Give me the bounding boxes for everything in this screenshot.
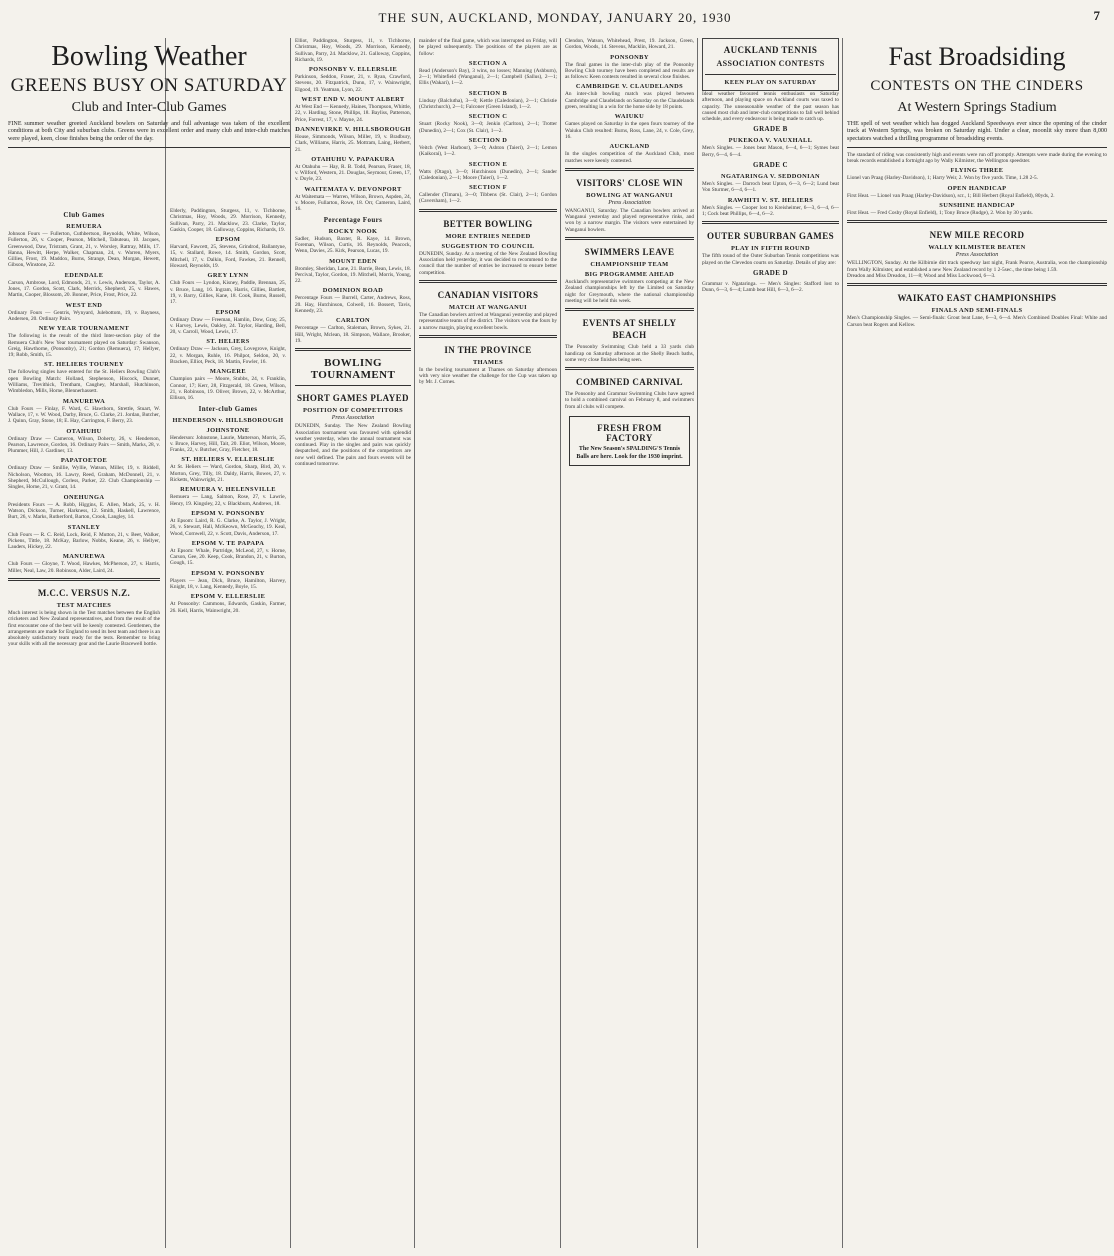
results-text: Read (Anderson's Bay), 3 wins, no losses; Manning (Ashburn), 2—1; Whitefield (Wanganui), 2—1; Campbell (Sallus), 2—1; Ellis (Wakari), 1—2. — [419, 67, 557, 87]
results-text: Presidents Fours — A. Robb, Higgins, E. Allen, Mack, 25, v. H. Watson, Dickson, Turner, Harkness, 12. Smith, Haskell, Lawrence, Burt, 26, v. Marks, Rutherford, Barton, Crook, Langley, 14. — [8, 501, 160, 521]
results-text: Games played on Saturday in the open fours tourney of the Waiuku Club resulted: Burns, Ross, Lane, 24, v. Cole, Grey, 16. — [565, 121, 694, 140]
grade-heading: GRADE B — [753, 125, 788, 134]
results-text: Lindsay (Balclutha), 3—0; Kettle (Caledonian), 2—1; Christie (Christchurch), 2—1; Falconer (Green Island), 1—2. — [419, 97, 557, 111]
results-text: The Canadian bowlers arrived at Wanganui yesterday and played representative teams of the district. The visitors won the fours by a narrow margin, playing excellent bowls. — [419, 311, 557, 331]
club-heading: ST. HELIERS TOURNEY — [44, 361, 124, 369]
section-heading: SECTION A — [468, 59, 508, 67]
club-heading: WEST END — [65, 301, 103, 309]
visitors-deck: BOWLING AT WANGANUI — [586, 191, 673, 199]
results-text: At Waitemata — Warren, Wilson, Brown, Aspden, 24, v. Moore, Fullarton, Rowe, 18. Orr, Cameron, Laird, 16. — [295, 193, 411, 213]
club-heading: EPSOM V. PONSONBY — [191, 569, 265, 577]
results-text: At West End — Kennedy, Haines, Thompson, Whittle, 22, v. Harding, Stone, Phillips, 18. Bayliss, Patterson, Price, Forrest, 17, v. Mayne, 24. — [295, 104, 411, 123]
article-intro: THE spell of wet weather which has dogged Auckland Speedways ever since the opening of the cinder track at Western Springs, was broken on Saturday night. Under a clear, moonlit sky more than 8,000 spectators watched a thrilling programme of broadsiding events. — [847, 121, 1107, 142]
club-heading: EPSOM — [215, 236, 241, 244]
column-6-body — [702, 38, 839, 1250]
club-heading: CARLTON — [335, 317, 371, 325]
event-heading: FLYING THREE — [950, 167, 1004, 175]
match-heading: PUKEKOA V. VAUXHALL — [728, 137, 813, 145]
results-text: Clendon, Watson, Whitehead, Prest, 19. Jackson, Green, Gordon, Woods, 14. Stevens, Macklin, Howard, 21. — [565, 38, 694, 51]
results-text: Ordinary Draw — Jackson, Grey, Lovegrove, Knight, 22, v. Morgan, Ruhle, 16. Philpot, Seldon, 20, v. Bracken, Elliot, Peck, 18. Martin, Fowler, 16. — [170, 346, 286, 366]
club-heading: ONEHUNGA — [63, 493, 105, 501]
newspaper-dateline: THE SUN, AUCKLAND, MONDAY, JANUARY 20, 1930 — [378, 10, 732, 25]
results-text: Club Fours — Gloyne, T. Wood, Hawkes, McPherson, 27, v. Harris, Miller, Neal, Law, 20. Robinson, Alder, Laird, 24. — [8, 561, 160, 574]
results-text: Johnson Fours — Fullerton, Cuthbertson, Reynolds, White, Wilson, Fullerton, 26, v. Cooper, Pearson, Mitchell, Tabuteau, 10. Jacques, Greenwood, Daw, Tristram, Grant, 21, v. Worsley, Rattray, Mills, 17. Hanna, Hewitt, Herpe, Walker, Chapman, 24, v. Warren, Myers, Gillies, Frost, 19. Maddox, Burns, Strange, Dean, Morgan, Hewett, Gibson, Winstone, 22. — [8, 231, 160, 269]
column-4-body — [419, 38, 557, 1250]
cricket-subhead: TEST MATCHES — [56, 601, 112, 609]
section-heading: AUCKLAND — [609, 143, 650, 151]
tournament-deck: SHORT GAMES PLAYED — [297, 393, 409, 404]
results-text: Auckland's representative swimmers competing at the New Zealand championships left by the Limited on Saturday night for Greymouth, where the national championship meeting will be held this week. — [565, 279, 694, 304]
tennis-deck: ASSOCIATION CONTESTS — [716, 59, 825, 68]
results-text: Ordinary Draw — Cameron, Wilson, Doherty, 26, v. Henderson, Pearson, Lawrence, Gordon, 16. Ordinary Pairs — Smith, Marks, 28, v. Plummer, Hill, J. Gardiner, 13. — [8, 435, 160, 455]
better-bowling-headline: BETTER BOWLING — [443, 218, 533, 229]
results-text: DUNEDIN, Sunday. The New Zealand Bowling Association tournament was favoured with splendid weather yesterday, when the annual tournament was continued. Play in the singles and pairs was quickly despatched, and the positions of the competitors are now well defined. The pairs and fours events will be continued tomorrow. — [295, 423, 411, 467]
results-text: Ordinary Draw — Smillie, Wyllie, Watson, Miller, 19, v. Riddell, Nicholson, Wootton, 16. Lawry, Reed, Graham, McDonnell, 21, v. Shepherd, McCullough, Corless, Parker, 22. Club Championship — Singles, Horne, 21, v. Grant, 14. — [8, 465, 160, 491]
results-text: Champion pairs — Moore, Stubbs, 24, v. Franklin, Connor, 17; Kerr, 28, Fitzgerald, 18. Green, Wilson, 21, v. Robinson, 19. Oliver, Brown, 22, v. McArthur, Ellison, 16. — [170, 376, 286, 402]
section-heading: PONSONBY — [610, 53, 649, 61]
results-text: Elderly, Paddington, Sturgess, 11, v. Tichborne, Christmas, Hoy, Woods, 29. Morrison, Kennedy, Sullivan, Parry, 21. Macklow, 23. Clarke, Taylor, Gaskin, Cooper, 18. Galloway, Coppins, Richards, 19. — [170, 208, 286, 233]
canadian-visitors-deck: MATCH AT WANGANUI — [448, 303, 528, 311]
results-text: The Ponsonby Swimming Club held a 33 yards club handicap on Saturday afternoon at the Shelly Beach baths, some very close finishes being seen. — [565, 344, 694, 363]
results-text: Stuart (Rocky Nook), 3—0; Jenkin (Carlton), 2—1; Trotter (Dunedin), 2—1; Cox (St. Clair), 1—2. — [419, 121, 557, 134]
results-text: First Heat. — Lionel van Praag (Harley-Davidson), scr., 1; Bill Herbert (Royal Enfield), 80yds, 2. — [847, 192, 1055, 199]
results-text: Club Fours — Lyndon, Kisney, Paddle, Brennan, 25, v. Bruce, Lang, 16. Ingram, Harris, Gillies, Bartlett, 19, v. Barry, Gillies, Kane, 18. Cook, Burns, Russell, 17. — [170, 280, 286, 306]
club-heading: EDENDALE — [64, 271, 104, 279]
column-rule — [290, 38, 291, 1248]
results-text: Watts (Otago), 3—0; Hutchinson (Dunedin), 2—1; Sander (Caledonian), 2—1; Moore (Taieri), 1—2. — [419, 168, 557, 181]
club-heading: WEST END V. MOUNT ALBERT — [301, 96, 405, 104]
swimmers-subdeck: BIG PROGRAMME AHEAD — [584, 271, 675, 279]
results-text: Elliot, Paddington, Sturgess, 11, v. Tichborne, Christmas, Hoy, Woods, 29. Morrison, Kennedy, Sullivan, Parry, 24. Macklow, 21. Galloway, Coppins, Richards, 19. — [295, 38, 411, 63]
results-text: Callender (Timaru), 3—0; Tibbens (St. Clair), 2—1; Gordon (Caversham), 1—2. — [419, 192, 557, 205]
section-heading: Inter-club Games — [198, 404, 258, 413]
results-text: The Ponsonby and Grammar Swimming Clubs have agreed to hold a combined carnival on February 8, and swimmers from all clubs will compete. — [565, 391, 694, 410]
column-3-body — [295, 38, 411, 1250]
waikato-headline: WAIKATO EAST CHAMPIONSHIPS — [897, 293, 1057, 304]
results-text: Men's Singles. — Cooper lost to Kreisheimer, 6—3, 6—4, 6—1; Cock beat Phillips, 6—4, 6—2. — [702, 204, 839, 217]
club-heading: OTAHUHU — [66, 427, 102, 435]
section-heading: Percentage Fours — [323, 215, 383, 224]
match-heading: RAWHITI V. ST. HELIERS — [727, 196, 814, 204]
advert-title: FRESH FROM FACTORY — [597, 423, 662, 444]
results-text: Club Fours — Finlay, F. Ward, C. Hawthorn, Strettle, Stuart, W. Wallace, 17, v. W. Wood, Darby, Bruce, G. Clarke, 21. Jordan, Butcher, J. Quinn, Gray, Stone, 18; E. Hay, Carrington, F. Berry, 23. — [8, 405, 160, 425]
province-headline: IN THE PROVINCE — [444, 344, 532, 355]
club-heading: JOHNSTONE — [206, 426, 250, 434]
intro-text: FINE summer weather greeted Auckland bowlers on Saturday and full advantage was taken of the excellent conditions at both City and suburban clubs. Greens were in excellent order and many club and inter-club matches were played, keen, close finishes being the order of the day. — [8, 121, 290, 142]
column-2-body — [170, 208, 286, 1250]
spalding-advertisement — [569, 416, 690, 466]
club-heading: PAPATOETOE — [60, 457, 108, 465]
club-heading: REMUERA — [66, 223, 102, 230]
club-heading: MANUREWA — [62, 553, 106, 561]
match-heading: NGATARINGA V. SEDDONIAN — [720, 173, 821, 181]
column-rule — [560, 38, 561, 1248]
section-heading: SECTION C — [468, 113, 508, 121]
results-text: Men's Singles. — Jones beat Mason, 6—4, 6—1; Symes beat Berry, 6—4, 6—4. — [702, 145, 839, 158]
results-text: In the bowling tournament at Thames on Saturday afternoon with very nice weather the challenge for the Cup was taken up by Mr. J. Cornes. — [419, 366, 557, 386]
speedway-article — [847, 38, 1107, 1250]
club-heading: EPSOM — [215, 308, 241, 316]
visitors-headline: VISITORS' CLOSE WIN — [576, 177, 683, 188]
article-headline: Bowling Weather — [51, 41, 247, 72]
mile-record-deck: WALLY KILMISTER BEATEN — [928, 244, 1026, 252]
results-text: Dreadon and Miss Dreadon, 11—8; Wood and Miss Lockwood, 6—3. — [847, 272, 996, 279]
results-text: The fifth round of the Outer Suburban Tennis competitions was played on the Clevedon courts on Saturday. Details of play are: — [702, 253, 839, 266]
section-heading: SECTION D — [468, 136, 508, 144]
club-heading: STANLEY — [67, 523, 101, 531]
results-text: House, Simmonds, Wilson, Miller, 19, v. Bradbury, Clark, Williams, Harris, 25. Mottram, Laing, Herbert, 21. — [295, 133, 411, 153]
results-text: Henderson: Johnstone, Laurie, Matterson, Morris, 25, v. Bruce, Harvey, Hill, Tait, 20. Eliot, Wilson, Moore, Franks, 22, v. Butcher, Gray, Fletcher, 18. — [170, 434, 286, 454]
article-subdeck: Club and Inter-Club Games — [71, 100, 227, 115]
page-number: 7 — [1093, 8, 1100, 23]
results-text: Remuera — Lang, Salmon, Rose, 27, v. Lawrie, Henry, 19. Kingsley, 22, v. Blackburn, Andrews, 18. — [170, 494, 286, 507]
results-text: At St. Heliers — Ward, Gordon, Sharp, Bird, 20, v. Morton, Grey, Tilly, 18. Daldy, Harris, Bowes, 27, v. Ricketts, Wainwright, 21. — [170, 464, 286, 484]
section-heading: WAIUKU — [614, 113, 645, 121]
event-heading: SUNSHINE HANDICAP — [939, 202, 1015, 210]
results-text: Players — Jean, Dick, Bruce, Hamilton, Harvey, Knight, 18, v. Lang, Kennedy, Boyle, 15. — [170, 577, 286, 590]
better-bowling-subdeck: SUGGESTION TO COUNCIL — [441, 242, 535, 250]
club-heading: EPSOM V. ELLERSLIE — [190, 593, 266, 601]
club-heading: DOMINION ROAD — [322, 287, 384, 295]
section-heading: CAMBRIDGE V. CLAUDELANDS — [575, 83, 684, 91]
results-text: An inter-club bowling match was played between Cambridge and Claudelands on Saturday on the Claudelands green, resulting in a win for the home side by 18 points. — [565, 91, 694, 111]
results-text: At Ponsonby: Cammons, Edwards, Gaskin, Farmer, 26. Kell, Harris, Wainwright, 20. — [170, 601, 286, 614]
article-deck: CONTESTS ON THE CINDERS — [870, 78, 1084, 94]
results-text: Men's Championship Singles. — Semi-finals: Grout beat Lane, 6—3, 6—4. Men's Combined Doubles Final: White and Carson beat Rogers and Kellow. — [847, 315, 1107, 328]
tournament-subdeck: POSITION OF COMPETITORS — [302, 407, 404, 415]
results-text: In the singles competition of the Auckland Club, most matches were keenly contested. — [565, 151, 694, 164]
page-masthead — [0, 0, 1114, 30]
club-heading: PONSONBY V. ELLERSLIE — [308, 66, 398, 74]
section-heading: SECTION E — [468, 160, 508, 168]
byline: Press Association — [608, 199, 651, 206]
cricket-headline: M.C.C. VERSUS N.Z. — [37, 587, 131, 598]
swimmers-deck: CHAMPIONSHIP TEAM — [590, 261, 669, 269]
results-text: The standard of riding was consistently high and events were run off promptly. Attempts were made during the evening to break records established a fortnight ago by Wally Kilmister, the Wellington speedster. — [847, 151, 1107, 165]
results-text: Ideal weather favoured tennis enthusiasts on Saturday afternoon, and playing space on Auckland courts was taxed to capacity. The unseasonable weather of the past season has caused most club and inter-club competitions to fall well behind schedule, and every endeavour is being made to catch up. — [702, 91, 839, 123]
results-text: The following singles have entered for the St. Heliers Bowling Club's open Bowling Match: Holland, Stephenson, Hiscock, Dunnet, Williams, Trevithick, Trentham, Caughey, Marshall, Hutchinson, Wimbledon, Mills, Horne, Blennerhassett. — [8, 369, 160, 395]
results-text: DUNEDIN, Sunday. At a meeting of the New Zealand Bowling Association held yesterday, it was decided to recommend to the council that the number of entries be increased to ensure better competition. — [419, 250, 557, 276]
waikato-deck: FINALS AND SEMI-FINALS — [931, 307, 1023, 315]
better-bowling-deck: MORE ENTRIES NEEDED — [445, 232, 531, 240]
outer-suburban-headline: OUTER SUBURBAN GAMES — [706, 231, 835, 242]
club-heading: EPSOM V. TE PAPAPA — [191, 539, 265, 547]
results-text: WELLINGTON, Sunday. At the Kilbirnie dirt track speedway last night, Frank Pearce, Australia, won the championship from Wally Kilmister, and established a new New Zealand record by 1 2-5sec., the time being 1.59. — [847, 260, 1107, 273]
results-text: Much interest is being shown in the Test matches between the English cricketers and New Zealand representatives, and from the result of the first encounter one of the best will be keenly contested. Gentlemen, the arrangements are made for England to send its best team and there is an absolutely satisfactory team ready for the tests. Remember to bring your skills with all the necessary gear and the Laurie Bracewell bottle. — [8, 609, 160, 648]
article-intro — [8, 121, 290, 143]
tennis-headline: AUCKLAND TENNIS — [723, 45, 818, 55]
column-rule — [697, 38, 698, 1248]
results-text: WANGANUI, Saturday. The Canadian bowlers arrived at Wanganui yesterday and played representative rinks, and won by a narrow margin. The visitors were entertained by Wanganui bowlers. — [565, 207, 694, 233]
club-heading: NEW YEAR TOURNAMENT — [38, 325, 130, 333]
results-text: First Heat. — Fred Cosby (Royal Enfield), 1; Tony Bruce (Rudge), 2. Won by 30 yards. — [847, 210, 1033, 217]
tournament-headline: BOWLING TOURNAMENT — [310, 357, 396, 382]
shelly-beach-headline: EVENTS AT SHELLY BEACH — [582, 318, 677, 341]
outer-suburban-deck: PLAY IN FIFTH ROUND — [730, 245, 811, 253]
article-subdeck: At Western Springs Stadium — [897, 100, 1057, 115]
advert-text: The New Season's SPALDING'S Tennis Balls are here. Look for the 1930 imprint. — [576, 446, 683, 461]
column-5-body — [565, 38, 694, 1250]
grade-heading: GRADE D — [753, 268, 788, 277]
results-text: The final games in the inter-club play of the Ponsonby Bowling Club tourney have been completed and results are as follows: Keen contests resulted in several close finishes. — [565, 61, 694, 81]
results-text: Bromley, Sheridan, Lane, 21. Barrie, Bean, Lewis, 18. Percival, Taylor, Gordon, 19. Mitchell, Morris, Young, 22. — [295, 265, 411, 285]
results-text: Men's Singles. — Darroch beat Upton, 6—3, 6—2; Lund beat Von Sturmer, 6—4, 6—1. — [702, 181, 839, 194]
swimmers-headline: SWIMMERS LEAVE — [584, 247, 675, 258]
club-heading: OTAHUHU V. PAPAKURA — [311, 155, 395, 163]
results-text: At Epsom: Whale, Partridge, McLeod, 27, v. Horne, Carson, Gee, 20. Keep, Cook, Brandon, 21, v. Burton, Gough, 15. — [170, 547, 286, 567]
byline: Press Association — [331, 415, 375, 422]
results-text: Sadler, Hudson, Baxter, R. Kaye, 14. Brown, Foreman, Wilson, Curtis, 16. Reynolds, Peacock, Wenn, Davies, 25. Kirk, Pearson, Lucas, 19. — [295, 235, 411, 255]
section-heading: SECTION F — [469, 184, 507, 192]
results-text: At Epsom: Laird, R. G. Clarke, A. Taylor, J. Wright, 26, v. Stewart, Hall, McKeown, McGeachy, 19. Keal, Wood, Cornwell, 22, v. Scott, Davis, Anderson, 17. — [170, 517, 286, 537]
club-heading: MOUNT EDEN — [329, 257, 377, 265]
grade-heading: GRADE C — [753, 161, 788, 170]
results-text: The following is the result of the third Inter-section play of the Remuera Club's New Year tournament played on Saturday: Swanson, Greig, Hawthorne, (Ponsonby), 21; Gordon (Remuera), 17; Hellyer, 19; Robb, Smith, 15. — [8, 333, 160, 359]
results-text: Parkinson, Seddon, Fraser, 21, v. Ryan, Crawford, Stevens, 20. Fitzpatrick, Dunn, 17, v. Wainwright, Elgood, 19. Yeatman, Lyon, 22. — [295, 74, 411, 93]
event-heading: OPEN HANDICAP — [947, 184, 1007, 192]
column-rule — [842, 38, 843, 1248]
club-heading: EPSOM V. PONSONBY — [191, 509, 265, 517]
results-text: Ordinary Draw — Freeman, Hamlin, Dow, Gray, 25, v. Harvey, Lewis, Oakley, 24. Taylor, Harding, Bell, 20, v. Carroll, Wood, Lewis, 17. — [170, 316, 286, 336]
section-heading: Club Games — [63, 211, 105, 219]
club-heading: HENDERSON v. HILLSBOROUGH — [172, 416, 284, 424]
results-text: Harvard, Fawcett, 25, Stevens, Grindrod, Ballantyne, 15, v. Stallard, Rowe, 14. Smith, Gordon, Scott, Mitchell, 17, v. Dalkin, Ford, Fawkes, 21. Rennell, Howard, Reynolds, 19. — [170, 244, 286, 270]
results-text: At Otahuhu — Hay, R. B. Todd, Pearson, Fraser, 18, v. Wilford, Western, 21. Douglas, Seymour, Green, 17, v. Doyle, 23. — [295, 163, 411, 183]
article-deck: GREENS BUSY ON SATURDAY — [10, 75, 288, 96]
club-heading: MANGERE — [209, 368, 247, 376]
carnival-headline: COMBINED CARNIVAL — [576, 377, 683, 388]
results-text: Carson, Ambrose, Lord, Edmonds, 21, v. Lewis, Anderson, Taylor, A. Jones, 17. Gordon, Scott, Clark, Merrick, Shepherd, 25, v. Hawes, Martin, Cooper, Blossom, 20. Bonner, Price, Frost, Price, 22. — [8, 279, 160, 299]
province-subhead: THAMES — [472, 358, 504, 366]
byline: Press Association — [955, 252, 999, 259]
results-text: Club Fours — R. C. Reid, Lock, Reid, F. Mutton, 21, v. Beet, Walker, Pickens, Tittle, 18. McKay, Barlow, Nobbs, Keane, 26, v. Hellyer, Lauders, Hickey, 22. — [8, 531, 160, 551]
tennis-header-box — [702, 38, 839, 91]
club-heading: ST. HELIERS V. ELLERSLIE — [181, 456, 275, 464]
results-text: Veitch (West Harbour), 3—0; Ashton (Taieri), 2—1; Lemon (Kaikorai), 1—2. — [419, 144, 557, 158]
club-heading: ROCKY NOOK — [328, 227, 378, 235]
column-rule — [414, 38, 415, 1248]
column-1-body — [8, 208, 160, 1250]
club-heading: WAITEMATA V. DEVONPORT — [304, 185, 402, 193]
club-heading: MANUREWA — [62, 397, 106, 405]
canadian-visitors-headline: CANADIAN VISITORS — [437, 289, 539, 300]
club-heading: ST. HELIERS — [206, 338, 250, 346]
article-headline: Fast Broadsiding — [888, 42, 1066, 71]
results-text: Percentage — Carlton, Staleman, Brown, Sykes, 21. Hill, Wright, Mclean, 18. Simpson, Wallace, Brooker, 19. — [295, 325, 411, 344]
results-text: Lionel van Praag (Harley-Davidson), 1; Harry Weir, 2. Won by five yards. Time, 1.28 2-5. — [847, 175, 1039, 182]
club-heading: GREY LYNN — [207, 272, 249, 280]
results-text: Percentage Fours — Burrell, Carter, Andrews, Ross, 20. Hay, Hutchinson, Colwell, 16. Bossert, Tavis, Kennedy, 23. — [295, 295, 411, 315]
club-heading: DANNEVIRKE V. HILLSBOROUGH — [295, 125, 411, 133]
results-text: Grammar v. Ngataringa. — Men's Singles: Stafford lost to Dunn, 6—3, 6—4; Lamb beat Hill, 6—3, 6—2. — [702, 280, 839, 294]
results-text: Ordinary Fours — Gentris, Wynyard, Julebottom, 19, v. Bayness, Andersen, 20. Ordinary Pairs. — [8, 309, 160, 322]
tennis-subdeck: KEEN PLAY ON SATURDAY — [724, 79, 817, 86]
club-heading: REMUERA V. HELENSVILLE — [180, 486, 276, 494]
section-heading: SECTION B — [468, 89, 508, 97]
mile-record-headline: NEW MILE RECORD — [929, 230, 1025, 241]
results-text: mainder of the final game, which was interrupted on Friday, will be played subsequently. The positions of the players are as follow: — [419, 38, 557, 57]
